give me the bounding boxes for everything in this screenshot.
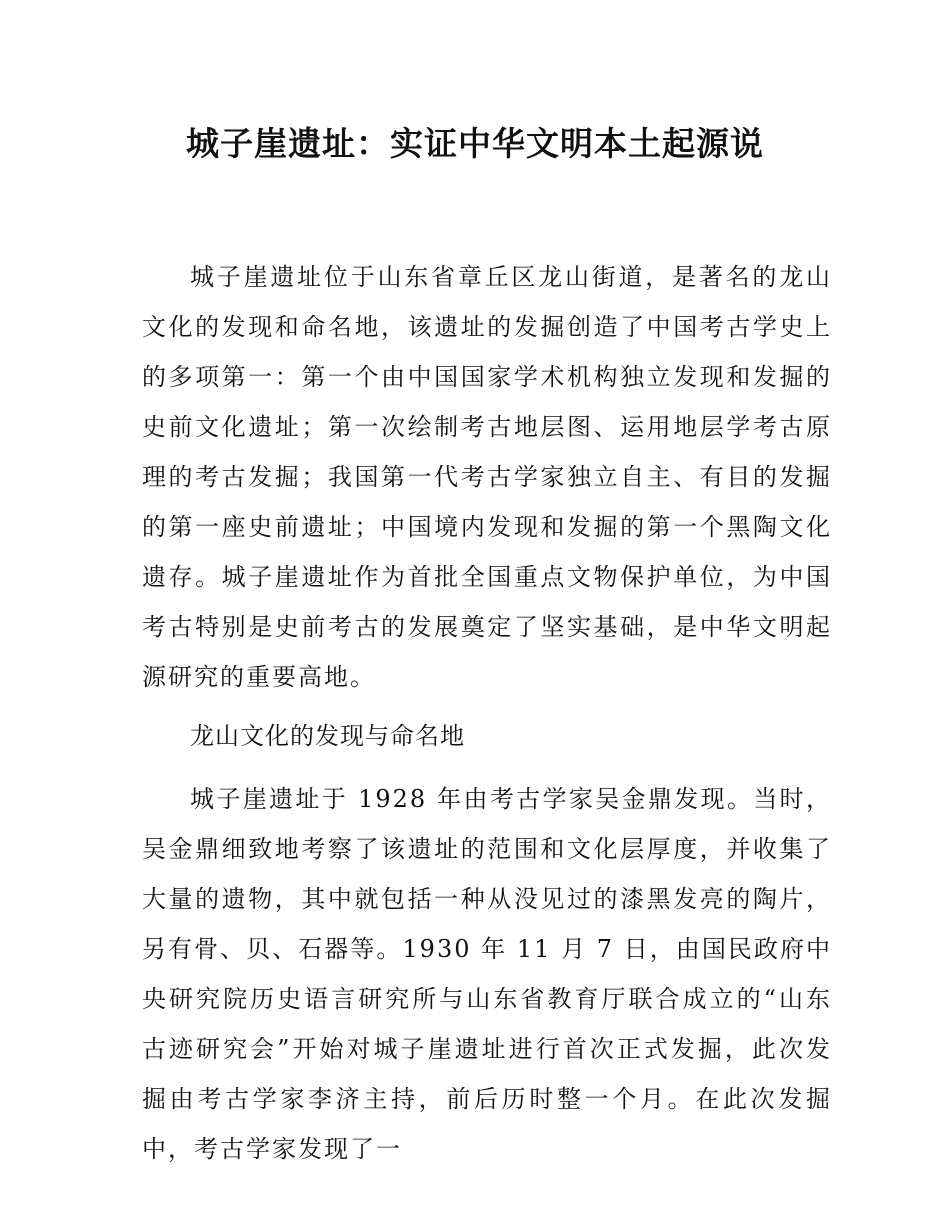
page-title: 城子崖遗址：实证中华文明本土起源说 (186, 124, 764, 163)
section-heading: 龙山文化的发现与命名地 (190, 722, 465, 750)
intro-paragraph: 城子崖遗址位于山东省章丘区龙山街道，是著名的龙山文化的发现和命名地，该遗址的发掘创造了中国考古学史上的多项第一：第一个由中国国家学术机构独立发现和发掘的史前文化遗址；第一次绘制考古地层图、运用地层学考古原理的考古发掘；我国第一代考古学家独立自主、有目的发掘的第一座史前遗址；中国境内发现和发掘的第一个黑陶文化遗存。城子崖遗址作为首批全国重点文物保护单位，为中国考古特别是史前考古的发展奠定了坚实基础，是中华文明起源研究的重要高地。 (142, 263, 832, 691)
section-paragraph: 城子崖遗址于 1928 年由考古学家吴金鼎发现。当时，吴金鼎细致地考察了该遗址的范围和文化层厚度，并收集了大量的遗物，其中就包括一种从没见过的漆黑发亮的陶片，另有骨、贝、石器等。1930 年 11 月 7 日，由国民政府中央研究院历史语言研究所与山东省教育厅联合成立的“山东古迹研究会”开始对城子崖遗址进行首次正式发掘，此次发掘由考古学家李济主持，前后历时整一个月。在此次发掘中，考古学家发现了一 (142, 785, 832, 1163)
